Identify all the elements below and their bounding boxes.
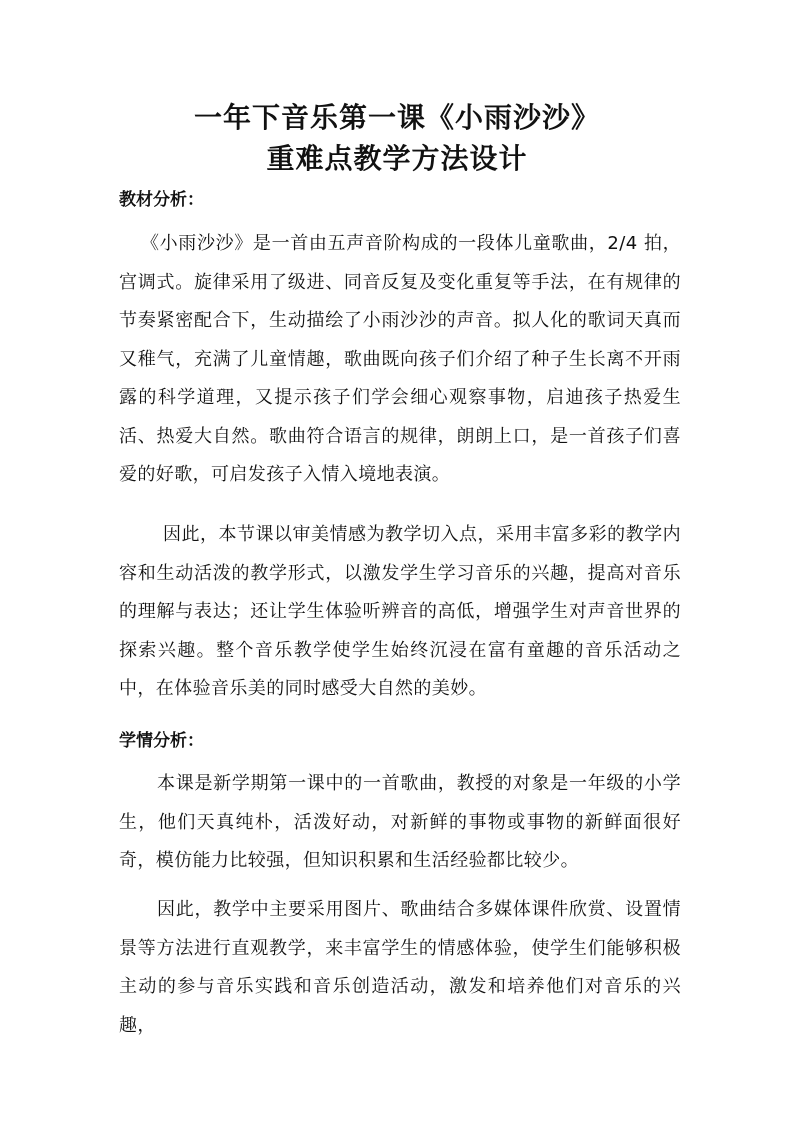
paragraph: 本课是新学期第一课中的一首歌曲，教授的对象是一年级的小学生，他们天真纯朴，活泼好动，对新鲜的事物或事物的新鲜面很好奇，模仿能力比较强，但知识积累和生活经验都比较少。 bbox=[119, 773, 681, 871]
paragraph: 因此，教学中主要采用图片、歌曲结合多媒体课件欣赏、设置情景等方法进行直观教学，来丰富学生的情感体验，使学生们能够积极主动的参与音乐实践和音乐创造活动，激发和培养他们对音乐的兴趣， bbox=[119, 899, 681, 1036]
paragraph: 因此，本节课以审美情感为教学切入点，采用丰富多彩的教学内容和生动活泼的教学形式，以激发学生学习音乐的兴趣，提高对音乐的理解与表达；还让学生体验听辨音的高低，增强学生对声音世界的探索兴趣。整个音乐教学使学生始终沉浸在富有童趣的音乐活动之中，在体验音乐美的同时感受大自然的美妙。 bbox=[119, 524, 681, 699]
document-title: 一年下音乐第一课《小雨沙沙》 bbox=[193, 101, 600, 134]
section-heading-student-analysis: 学情分析： bbox=[119, 731, 204, 751]
section-heading-material-analysis: 教材分析： bbox=[119, 190, 204, 210]
document-subtitle: 重难点教学方法设计 bbox=[266, 142, 528, 175]
paragraph: 《小雨沙沙》是一首由五声音阶构成的一段体儿童歌曲，2/4 拍，宫调式。旋律采用了级进、同音反复及变化重复等手法，在有规律的节奏紧密配合下，生动描绘了小雨沙沙的声音。拟人化的歌词天真而又稚气，充满了儿童情趣，歌曲既向孩子们介绍了种子生长离不开雨露的科学道理，又提示孩子们学会细心观察事物，启迪孩子热爱生活、热爱大自然。歌曲符合语言的规律，朗朗上口，是一首孩子们喜爱的好歌，可启发孩子入情入境地表演。 bbox=[119, 233, 681, 485]
